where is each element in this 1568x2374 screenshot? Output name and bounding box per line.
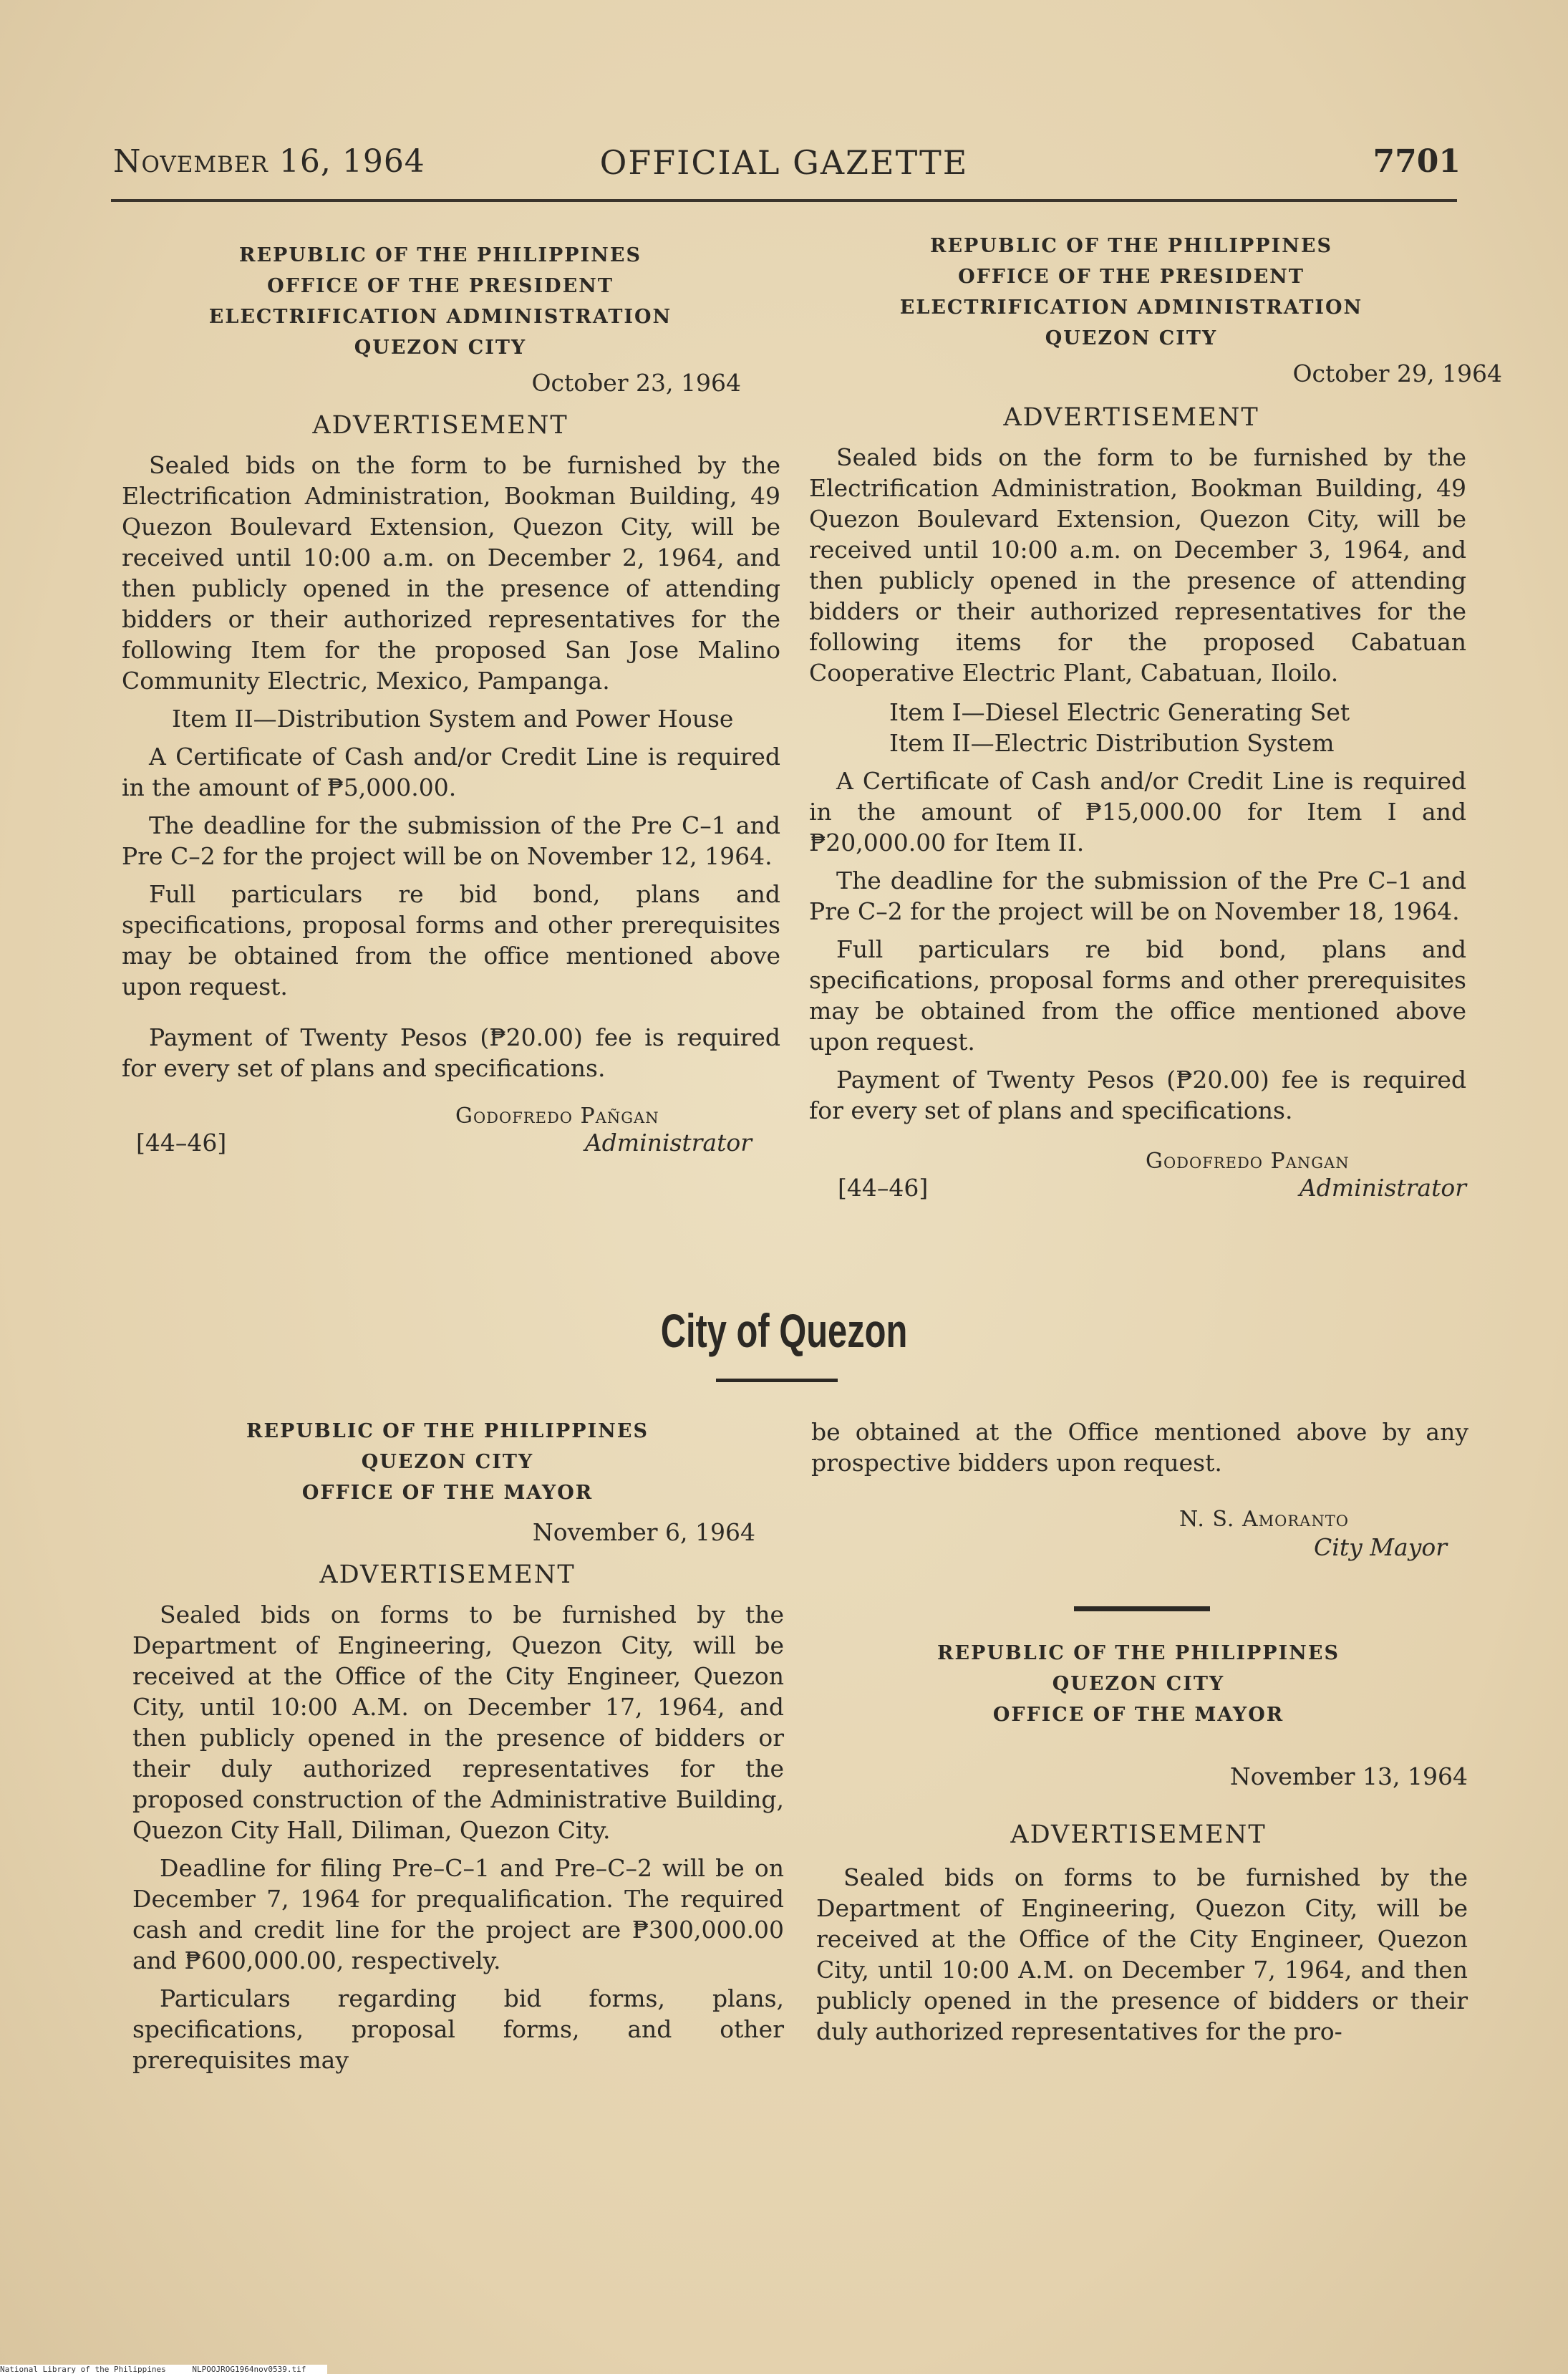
advertisement-mayor-nov6-continued bbox=[811, 1417, 1468, 1561]
heading-line: QUEZON CITY bbox=[361, 1451, 534, 1473]
issuing-office-heading bbox=[816, 1638, 1461, 1730]
heading-line: OFFICE OF THE MAYOR bbox=[301, 1482, 594, 1504]
signature-row bbox=[809, 1174, 1466, 1207]
body-paragraph: The deadline for the submission of the Pre C–1 and Pre C–2 for the project will be on November 18, 1964. bbox=[809, 867, 1466, 925]
heading-line: QUEZON CITY bbox=[1052, 1673, 1225, 1695]
bid-item: Item II—Electric Distribution System bbox=[889, 729, 1335, 757]
body-paragraph: Sealed bids on the form to be furnished by the Electrification Administration, Bookman Building, 49 Quezon Boulevard Extension, Quezon City, will be received until 10:00 a.m. on December 2, 1964, and then publicly opened in the presence of attending bidders or their authorized representatives for the following Item for the proposed San Jose Malino Community Electric, Mexico, Pampanga. bbox=[122, 451, 780, 695]
advertisement-mayor-nov6 bbox=[132, 1416, 784, 2075]
advertisement-date: November 13, 1964 bbox=[1229, 1762, 1468, 1790]
body-paragraph: Sealed bids on forms to be furnished by the Department of Engineering, Quezon City, will be received at the Office of the City Engineer, Quezon City, until 10:00 A.M. on December 7, 1964, and then publicly opened in the presence of bidders or their duly authorized representatives for the pro- bbox=[816, 1863, 1468, 2045]
footer-file: NLPOOJROG1964nov0539.tif bbox=[192, 2365, 306, 2374]
scan-footer bbox=[0, 2365, 327, 2374]
bid-item: Item I—Diesel Electric Generating Set bbox=[889, 698, 1350, 726]
body-paragraph: Deadline for filing Pre–C–1 and Pre–C–2 will be on December 7, 1964 for prequalification. The required cash and credit line for the project are ₱300,000.00 and ₱600,000.00, respectively. bbox=[132, 1854, 784, 1974]
body-paragraph: Full particulars re bid bond, plans and specifications, proposal forms and other prerequisites may be obtained from the office mentioned above upon request. bbox=[809, 935, 1466, 1056]
issuing-office-heading bbox=[809, 231, 1453, 354]
body-paragraph: Sealed bids on the form to be furnished by the Electrification Administration, Bookman Building, 49 Quezon Boulevard Extension, Quezon City, will be received until 10:00 a.m. on December 3, 1964, and then publicly opened in the presence of attending bidders or their authorized representatives for the following items for the proposed Cabatuan Cooperative Electric Plant, Cabatuan, Iloilo. bbox=[809, 443, 1466, 687]
signer-name: Godofredo Pañgan bbox=[455, 1104, 659, 1129]
signer-title: Administrator bbox=[1299, 1174, 1466, 1202]
advertisement-title: ADVERTISEMENT bbox=[319, 1560, 576, 1589]
advertisement-mayor-nov13 bbox=[816, 1638, 1468, 2047]
body-paragraph: Sealed bids on forms to be furnished by the Department of Engineering, Quezon City, will be received at the Office of the City Engineer, Quezon City, until 10:00 A.M. on December 17, 1964, and then publicly opened in the presence of bidders or their duly authorized representatives for the proposed construction of the Administrative Building, Quezon City Hall, Diliman, Quezon City. bbox=[132, 1601, 784, 1844]
body-paragraph: Full particulars re bid bond, plans and specifications, proposal forms and other prerequisites may be obtained from the office mentioned above upon request. bbox=[122, 880, 780, 1000]
issue-reference: [44–46] bbox=[136, 1129, 227, 1157]
advertisement-date: October 29, 1964 bbox=[1292, 360, 1502, 387]
page-number: 7701 bbox=[1373, 143, 1461, 180]
body-paragraph: Particulars regarding bid forms, plans, specifications, proposal forms, and other prerequisites may bbox=[132, 1984, 784, 2074]
advertisement-title: ADVERTISEMENT bbox=[1003, 403, 1259, 432]
heading-line: OFFICE OF THE PRESIDENT bbox=[958, 266, 1305, 288]
heading-line: OFFICE OF THE MAYOR bbox=[992, 1704, 1284, 1726]
issuing-office-heading bbox=[122, 240, 759, 363]
bid-item: Item II—Distribution System and Power House bbox=[172, 705, 734, 733]
heading-line: REPUBLIC OF THE PHILIPPINES bbox=[239, 244, 642, 266]
advertisement-electrification-oct23 bbox=[122, 240, 780, 1162]
heading-line: QUEZON CITY bbox=[354, 337, 527, 359]
heading-line: ELECTRIFICATION ADMINISTRATION bbox=[899, 296, 1363, 319]
publication-title: OFFICIAL GAZETTE bbox=[599, 143, 969, 182]
section-title-rule bbox=[716, 1379, 838, 1382]
heading-line: QUEZON CITY bbox=[1045, 327, 1218, 349]
signature-row bbox=[122, 1129, 780, 1162]
signer-title: City Mayor bbox=[1314, 1533, 1447, 1561]
body-paragraph: Payment of Twenty Pesos (₱20.00) fee is required for every set of plans and specifications. bbox=[122, 1023, 780, 1082]
issue-date: November 16, 1964 bbox=[113, 143, 425, 180]
issue-reference: [44–46] bbox=[838, 1174, 929, 1202]
signer-title: Administrator bbox=[584, 1129, 752, 1157]
body-paragraph: A Certificate of Cash and/or Credit Line is required in the amount of ₱5,000.00. bbox=[122, 743, 780, 801]
issuing-office-heading bbox=[132, 1416, 763, 1508]
advertisement-electrification-oct29 bbox=[809, 231, 1502, 1207]
advertisement-date: November 6, 1964 bbox=[532, 1518, 755, 1546]
advertisement-date: October 23, 1964 bbox=[531, 369, 741, 397]
heading-line: ELECTRIFICATION ADMINISTRATION bbox=[208, 306, 672, 328]
advertisement-separator bbox=[1074, 1606, 1210, 1611]
signer-name: N. S. Amoranto bbox=[1179, 1507, 1349, 1532]
heading-line: OFFICE OF THE PRESIDENT bbox=[267, 275, 614, 297]
header-rule bbox=[111, 199, 1457, 202]
body-paragraph: be obtained at the Office mentioned above by any prospective bidders upon request. bbox=[811, 1418, 1468, 1477]
footer-source: National Library of the Philippines bbox=[0, 2365, 166, 2374]
heading-line: REPUBLIC OF THE PHILIPPINES bbox=[246, 1420, 649, 1442]
body-paragraph: The deadline for the submission of the Pre C–1 and Pre C–2 for the project will be on November 12, 1964. bbox=[122, 811, 780, 870]
signer-name: Godofredo Pangan bbox=[1146, 1149, 1350, 1174]
body-paragraph: Payment of Twenty Pesos (₱20.00) fee is required for every set of plans and specifications. bbox=[809, 1066, 1466, 1124]
section-title: City of Quezon bbox=[660, 1304, 908, 1357]
heading-line: REPUBLIC OF THE PHILIPPINES bbox=[937, 1642, 1340, 1664]
advertisement-title: ADVERTISEMENT bbox=[1010, 1820, 1267, 1849]
body-paragraph: A Certificate of Cash and/or Credit Line is required in the amount of ₱15,000.00 for Item I and ₱20,000.00 for Item II. bbox=[809, 767, 1466, 857]
heading-line: REPUBLIC OF THE PHILIPPINES bbox=[930, 235, 1332, 257]
advertisement-title: ADVERTISEMENT bbox=[312, 411, 568, 440]
